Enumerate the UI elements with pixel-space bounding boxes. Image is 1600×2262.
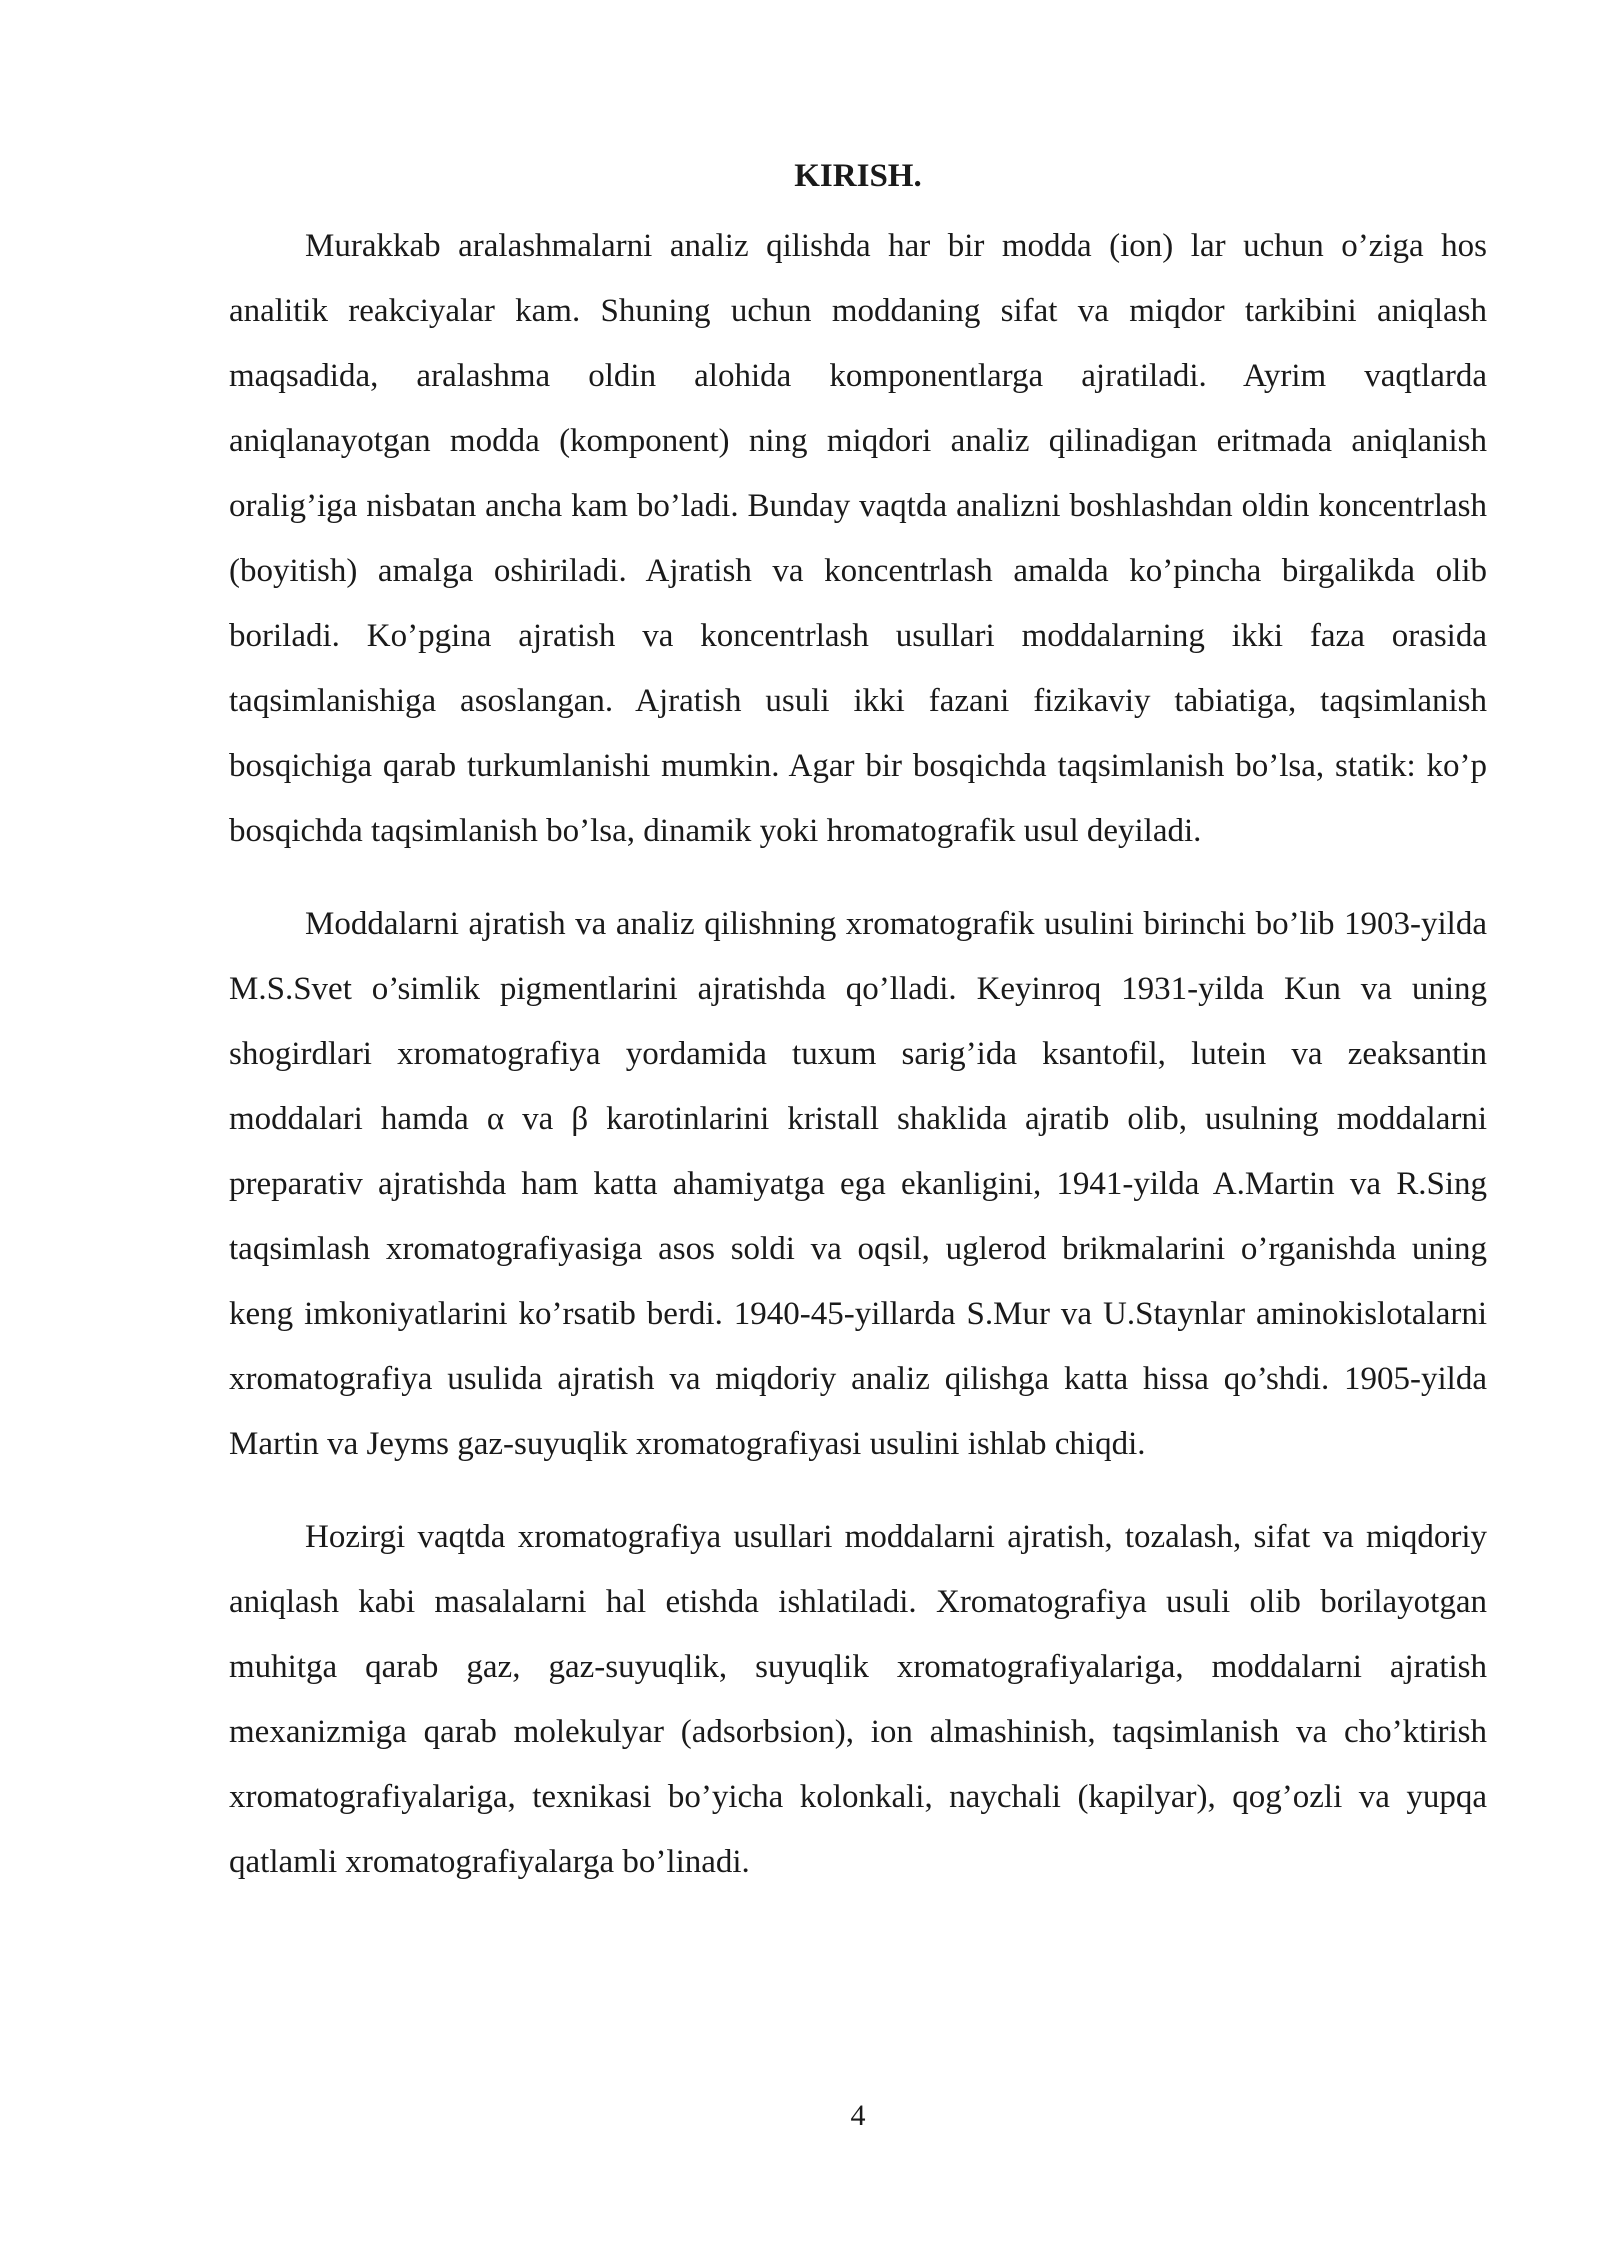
page-number: 4 bbox=[850, 2099, 866, 2132]
body-text bbox=[229, 214, 1487, 1923]
paragraph-applications: Hozirgi vaqtda xromatografiya usullari moddalarni ajratish, tozalash, sifat va miqdoriy aniqlash kabi masalalarni hal etishda ishlatiladi. Xromatografiya usuli olib borilayotgan muhitga qarab gaz, gaz-suyuqlik, suyuqlik xromatografiyalariga, moddalarni ajratish mexanizmiga qarab molekulyar (adsorbsion), ion almashinish, taqsimlanish va cho’ktirish xromatografiyalariga, texnikasi bo’yicha kolonkali, naychali (kapilyar), qog’ozli va yupqa qatlamli xromatografiyalarga bo’linadi. bbox=[229, 1519, 1487, 1880]
paragraph-history: Moddalarni ajratish va analiz qilishning xromatografik usulini birinchi bo’lib 1903-yilda M.S.Svet o’simlik pigmentlarini ajratishda qo’lladi. Keyinroq 1931-yilda Kun va uning shogirdlari xromatografiya yordamida tuxum sarig’ida ksantofil, lutein va zeaksantin moddalari hamda α va β karotinlarini kristall shaklida ajratib olib, usulning moddalarni preparativ ajratishda ham katta ahamiyatga ega ekanligini, 1941-yilda A.Martin va R.Sing taqsimlash xromatografiyasiga asos soldi va oqsil, uglerod brikmalarini o’rganishda uning keng imkoniyatlarini ko’rsatib berdi. 1940-45-yillarda S.Mur va U.Staynlar aminokislotalarni xromatografiya usulida ajratish va miqdoriy analiz qilishga katta hissa qo’shdi. 1905-yilda Martin va Jeyms gaz-suyuqlik xromatografiyasi usulini ishlab chiqdi. bbox=[229, 906, 1487, 1462]
document-page bbox=[229, 0, 1487, 2262]
paragraph-intro: Murakkab aralashmalarni analiz qilishda har bir modda (ion) lar uchun o’ziga hos analitik reakciyalar kam. Shuning uchun moddaning sifat va miqdor tarkibini aniqlash maqsadida, aralashma oldin alohida komponentlarga ajratiladi. Ayrim vaqtlarda aniqlanayotgan modda (komponent) ning miqdori analiz qilinadigan eritmada aniqlanish oralig’iga nisbatan ancha kam bo’ladi. Bunday vaqtda analizni boshlashdan oldin koncentrlash (boyitish) amalga oshiriladi. Ajratish va koncentrlash amalda ko’pincha birgalikda olib boriladi. Ko’pgina ajratish va koncentrlash usullari moddalarning ikki faza orasida taqsimlanishiga asoslangan. Ajratish usuli ikki fazani fizikaviy tabiatiga, taqsimlanish bosqichiga qarab turkumlanishi mumkin. Agar bir bosqichda taqsimlanish bo’lsa, statik: ko’p bosqichda taqsimlanish bo’lsa, dinamik yoki hromatografik usul deyiladi. bbox=[229, 228, 1487, 849]
page-title: KIRISH. bbox=[794, 158, 922, 194]
